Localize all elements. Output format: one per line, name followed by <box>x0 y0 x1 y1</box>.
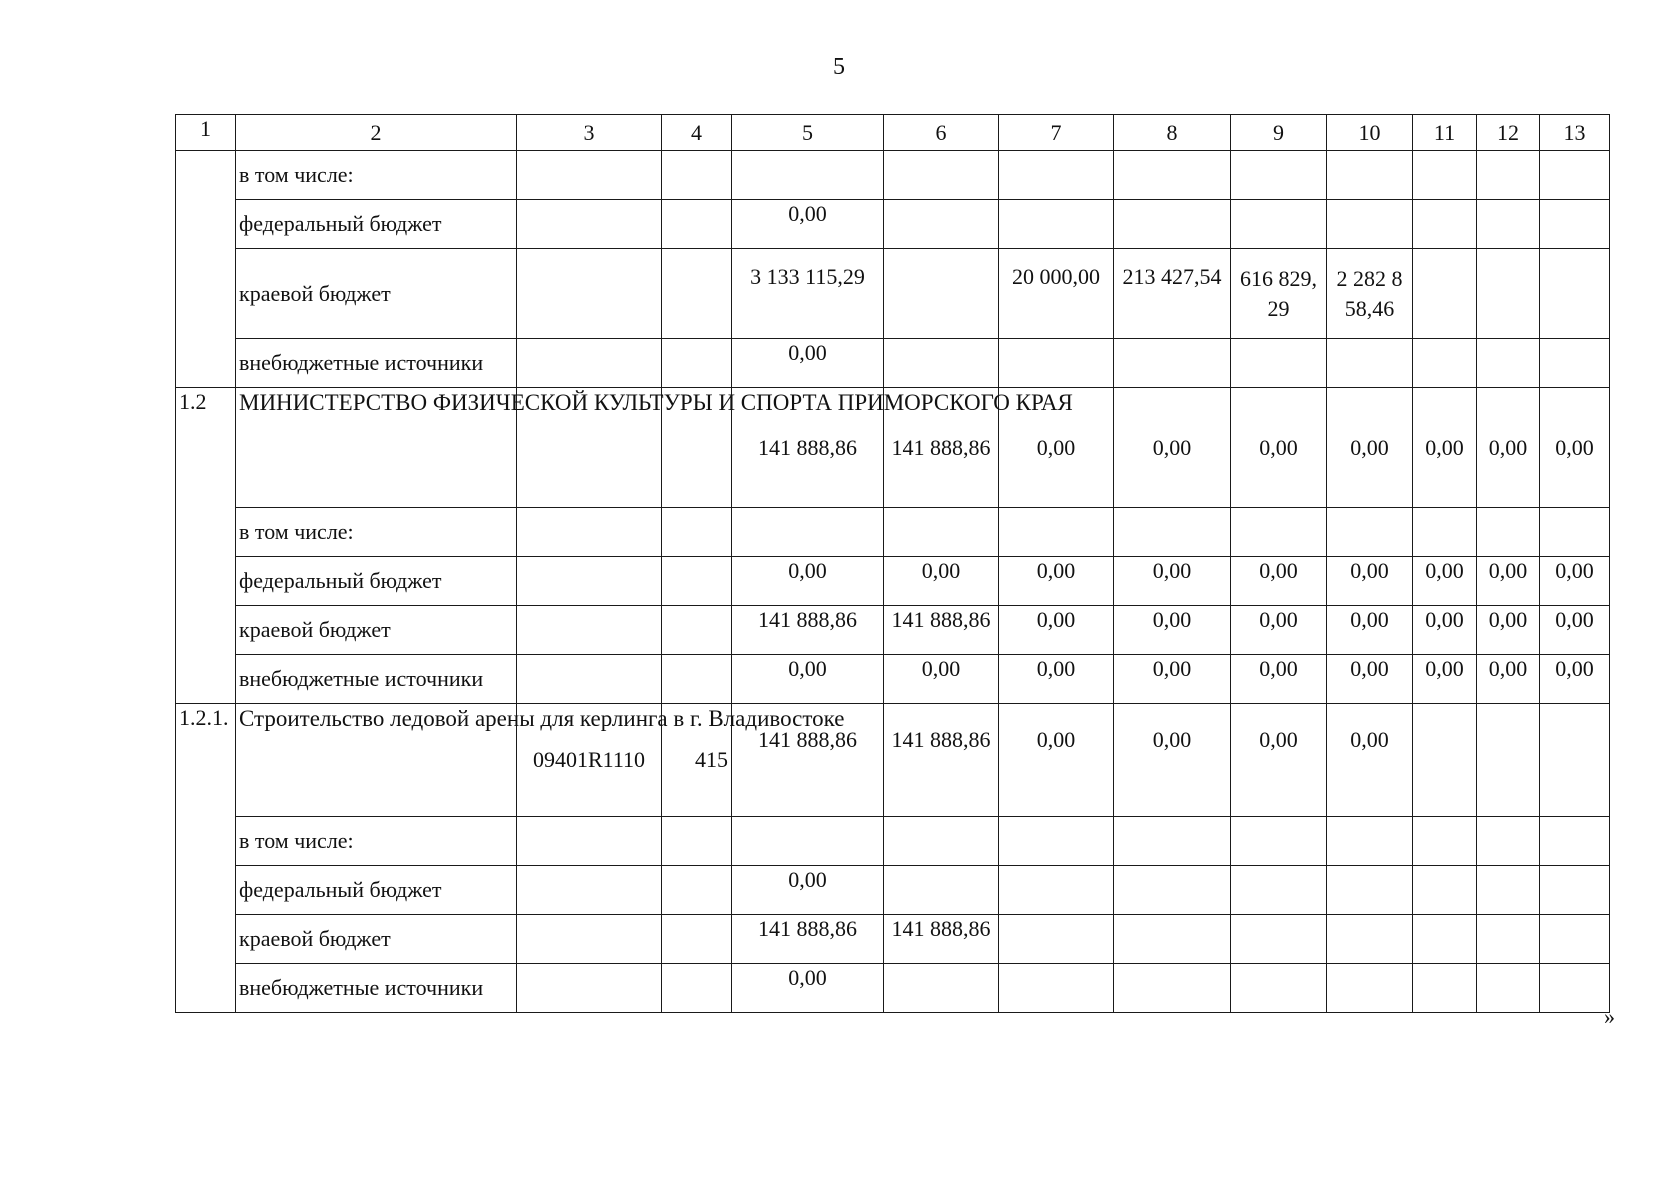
value-cell: 20 000,00 <box>999 249 1114 339</box>
value-cell: 0,00 <box>999 388 1114 508</box>
value-cell <box>1231 866 1327 915</box>
value-cell <box>1540 866 1610 915</box>
column-header: 4 <box>662 115 732 151</box>
value-cell <box>1114 915 1231 964</box>
value-cell <box>884 817 999 866</box>
value-cell: 0,00 <box>1114 388 1231 508</box>
value-cell <box>1540 339 1610 388</box>
column-header: 12 <box>1477 115 1540 151</box>
value-cell: 0,00 <box>999 704 1114 817</box>
value-cell <box>1413 964 1477 1013</box>
row-label: федеральный бюджет <box>236 866 517 915</box>
value-cell <box>1540 151 1610 200</box>
column-header: 7 <box>999 115 1114 151</box>
kvr-cell <box>662 339 732 388</box>
row-label: краевой бюджет <box>236 915 517 964</box>
row-label: федеральный бюджет <box>236 557 517 606</box>
column-header: 2 <box>236 115 517 151</box>
value-cell: 0,00 <box>999 557 1114 606</box>
value-cell: 0,00 <box>1327 606 1413 655</box>
value-cell: 0,00 <box>1477 655 1540 704</box>
row-label: в том числе: <box>236 508 517 557</box>
code-cell <box>517 915 662 964</box>
value-cell: 0,00 <box>1413 606 1477 655</box>
kvr-cell <box>662 964 732 1013</box>
value-cell: 0,00 <box>1231 704 1327 817</box>
row-label: Строительство ледовой арены для керлинга в г. Владивостоке <box>236 704 517 817</box>
value-cell <box>1327 200 1413 249</box>
value-cell: 141 888,86 <box>884 606 999 655</box>
budget-table <box>175 114 1610 1013</box>
column-header: 10 <box>1327 115 1413 151</box>
table-row <box>176 508 1610 557</box>
value-cell: 0,00 <box>1327 388 1413 508</box>
value-cell: 141 888,86 <box>732 915 884 964</box>
table-row <box>176 704 1610 817</box>
code-cell <box>517 866 662 915</box>
row-label: в том числе: <box>236 817 517 866</box>
value-cell: 0,00 <box>1327 557 1413 606</box>
row-label: внебюджетные источники <box>236 655 517 704</box>
value-cell: 0,00 <box>1540 655 1610 704</box>
value-cell: 0,00 <box>1413 557 1477 606</box>
value-cell: 213 427,54 <box>1114 249 1231 339</box>
value-cell <box>1114 866 1231 915</box>
value-cell <box>1477 508 1540 557</box>
value-cell <box>999 200 1114 249</box>
value-cell <box>732 151 884 200</box>
value-cell: 0,00 <box>1114 557 1231 606</box>
value-cell: 0,00 <box>732 339 884 388</box>
code-cell <box>517 817 662 866</box>
value-cell <box>1413 200 1477 249</box>
kvr-cell <box>662 655 732 704</box>
code-cell <box>517 200 662 249</box>
value-cell: 0,00 <box>884 655 999 704</box>
table-row <box>176 151 1610 200</box>
value-cell <box>884 339 999 388</box>
value-cell: 3 133 115,29 <box>732 249 884 339</box>
value-cell: 141 888,86 <box>884 704 999 817</box>
code-cell <box>517 151 662 200</box>
value-cell <box>732 817 884 866</box>
value-cell: 0,00 <box>1327 655 1413 704</box>
value-cell: 0,00 <box>1231 388 1327 508</box>
column-header: 1 <box>176 115 236 151</box>
value-cell <box>1114 817 1231 866</box>
column-header: 9 <box>1231 115 1327 151</box>
value-cell <box>1231 200 1327 249</box>
table-row <box>176 964 1610 1013</box>
value-cell: 0,00 <box>732 655 884 704</box>
value-cell <box>1114 151 1231 200</box>
column-header: 6 <box>884 115 999 151</box>
table-row <box>176 388 1610 508</box>
table-row <box>176 249 1610 339</box>
value-cell <box>1413 151 1477 200</box>
value-cell <box>999 964 1114 1013</box>
code-cell <box>517 339 662 388</box>
table-row <box>176 817 1610 866</box>
value-cell <box>1540 964 1610 1013</box>
value-cell <box>1231 915 1327 964</box>
code-cell <box>517 655 662 704</box>
value-cell: 141 888,86 <box>884 915 999 964</box>
value-cell: 0,00 <box>1540 606 1610 655</box>
value-cell <box>1477 339 1540 388</box>
row-label: внебюджетные источники <box>236 339 517 388</box>
value-cell <box>1327 151 1413 200</box>
row-number-cell: 1.2.1. <box>176 704 236 1013</box>
value-cell: 0,00 <box>1114 655 1231 704</box>
table-row <box>176 655 1610 704</box>
value-cell: 0,00 <box>1231 557 1327 606</box>
table-row <box>176 339 1610 388</box>
value-cell <box>999 866 1114 915</box>
value-cell <box>884 249 999 339</box>
value-cell: 0,00 <box>1477 388 1540 508</box>
value-cell <box>1477 200 1540 249</box>
value-cell <box>1231 964 1327 1013</box>
value-cell: 0,00 <box>1231 655 1327 704</box>
code-cell <box>517 606 662 655</box>
column-header: 3 <box>517 115 662 151</box>
value-cell <box>1540 508 1610 557</box>
value-cell <box>1540 200 1610 249</box>
value-cell <box>1327 866 1413 915</box>
value-cell <box>1327 508 1413 557</box>
code-cell <box>517 964 662 1013</box>
code-cell <box>517 249 662 339</box>
value-cell <box>1540 249 1610 339</box>
value-cell: 0,00 <box>1540 557 1610 606</box>
kvr-cell <box>662 915 732 964</box>
value-cell: 0,00 <box>732 964 884 1013</box>
value-cell: 0,00 <box>1413 388 1477 508</box>
value-cell: 0,00 <box>1327 704 1413 817</box>
value-cell <box>1477 817 1540 866</box>
code-cell <box>517 508 662 557</box>
value-cell <box>1231 339 1327 388</box>
value-cell: 0,00 <box>732 200 884 249</box>
row-label: краевой бюджет <box>236 249 517 339</box>
value-cell <box>1477 866 1540 915</box>
value-cell <box>1540 704 1610 817</box>
value-cell <box>999 508 1114 557</box>
page-number: 5 <box>833 54 845 80</box>
table-row <box>176 866 1610 915</box>
value-cell <box>1327 817 1413 866</box>
value-cell <box>1540 817 1610 866</box>
value-cell: 0,00 <box>1114 704 1231 817</box>
closing-quote: » <box>1604 1004 1615 1029</box>
value-cell <box>884 866 999 915</box>
value-cell: 0,00 <box>1540 388 1610 508</box>
kvr-cell <box>662 508 732 557</box>
kvr-cell <box>662 606 732 655</box>
value-cell: 141 888,86 <box>732 606 884 655</box>
column-header: 11 <box>1413 115 1477 151</box>
value-cell: 0,00 <box>1413 655 1477 704</box>
value-cell <box>999 151 1114 200</box>
code-cell: 09401R1110 <box>517 704 662 817</box>
row-label: федеральный бюджет <box>236 200 517 249</box>
value-cell <box>1114 339 1231 388</box>
value-cell <box>732 508 884 557</box>
kvr-cell <box>662 249 732 339</box>
value-cell: 0,00 <box>1477 557 1540 606</box>
value-cell <box>1477 915 1540 964</box>
value-cell <box>1413 508 1477 557</box>
row-label: краевой бюджет <box>236 606 517 655</box>
value-cell <box>999 915 1114 964</box>
row-label: внебюджетные источники <box>236 964 517 1013</box>
value-cell: 141 888,86 <box>732 704 884 817</box>
value-cell <box>1540 915 1610 964</box>
value-cell: 0,00 <box>732 866 884 915</box>
value-cell: 2 282 8 58,46 <box>1327 249 1413 339</box>
column-header: 13 <box>1540 115 1610 151</box>
value-cell <box>1231 151 1327 200</box>
value-cell <box>999 339 1114 388</box>
value-cell <box>1114 508 1231 557</box>
column-header: 8 <box>1114 115 1231 151</box>
column-header: 5 <box>732 115 884 151</box>
value-cell <box>884 200 999 249</box>
value-cell <box>1231 508 1327 557</box>
value-cell <box>1327 339 1413 388</box>
value-cell <box>1413 915 1477 964</box>
kvr-cell <box>662 817 732 866</box>
row-label: в том числе: <box>236 151 517 200</box>
kvr-cell <box>662 557 732 606</box>
value-cell <box>1413 817 1477 866</box>
value-cell <box>1477 964 1540 1013</box>
value-cell: 0,00 <box>1114 606 1231 655</box>
kvr-cell <box>662 866 732 915</box>
value-cell <box>1413 704 1477 817</box>
value-cell <box>1413 249 1477 339</box>
kvr-cell: 415 <box>662 704 732 817</box>
value-cell <box>1477 704 1540 817</box>
row-number-cell: 1.2 <box>176 388 236 704</box>
value-cell <box>884 964 999 1013</box>
code-cell <box>517 557 662 606</box>
value-cell <box>1327 964 1413 1013</box>
value-cell <box>1114 200 1231 249</box>
row-number-cell <box>176 151 236 388</box>
table-row <box>176 200 1610 249</box>
value-cell <box>1114 964 1231 1013</box>
value-cell: 0,00 <box>999 655 1114 704</box>
value-cell <box>1327 915 1413 964</box>
value-cell <box>1413 339 1477 388</box>
value-cell <box>884 151 999 200</box>
value-cell <box>999 817 1114 866</box>
kvr-cell <box>662 151 732 200</box>
table-row <box>176 915 1610 964</box>
value-cell: 0,00 <box>1231 606 1327 655</box>
value-cell: 0,00 <box>1477 606 1540 655</box>
table-row <box>176 557 1610 606</box>
value-cell: 616 829, 29 <box>1231 249 1327 339</box>
value-cell: 0,00 <box>999 606 1114 655</box>
value-cell: 141 888,86 <box>884 388 999 508</box>
value-cell <box>1231 817 1327 866</box>
table-row <box>176 606 1610 655</box>
value-cell <box>1413 866 1477 915</box>
kvr-cell <box>662 200 732 249</box>
row-label: МИНИСТЕРСТВО ФИЗИЧЕСКОЙ КУЛЬТУРЫ И СПОРТА ПРИМОРСКОГО КРАЯ <box>236 388 517 508</box>
value-cell: 0,00 <box>884 557 999 606</box>
value-cell: 141 888,86 <box>732 388 884 508</box>
value-cell: 0,00 <box>732 557 884 606</box>
value-cell <box>1477 249 1540 339</box>
value-cell <box>1477 151 1540 200</box>
value-cell <box>884 508 999 557</box>
header-row <box>176 115 1610 151</box>
